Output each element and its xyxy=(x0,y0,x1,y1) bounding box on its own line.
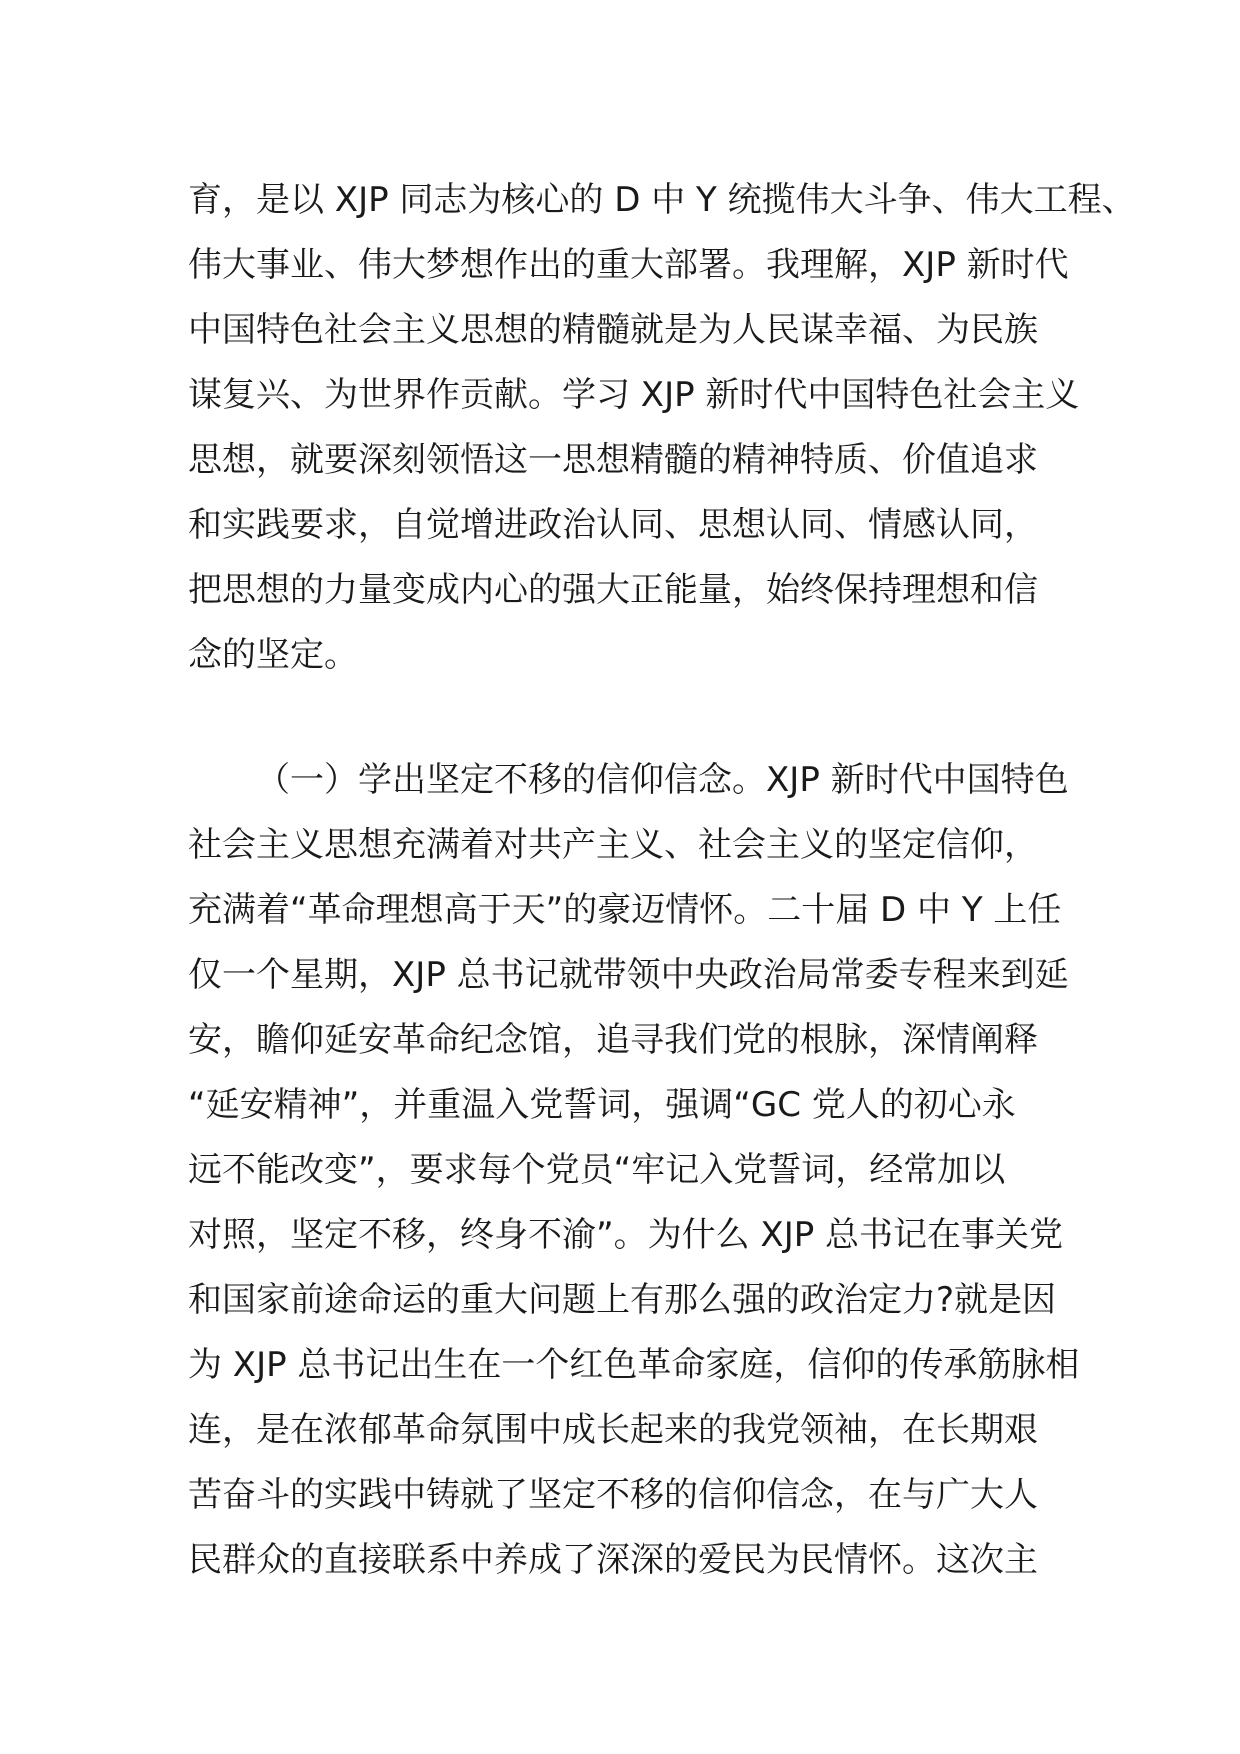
text-line: 谋复兴、为世界作贡献。学习 XJP 新时代中国特色社会主义 xyxy=(188,375,1080,415)
text-line: 连，是在浓郁革命氛围中成长起来的我党领袖，在长期艰 xyxy=(188,1410,1038,1450)
section-heading-line: （一）学出坚定不移的信仰信念。XJP 新时代中国特色 xyxy=(256,760,1069,800)
text-line: 伟大事业、伟大梦想作出的重大部署。我理解，XJP 新时代 xyxy=(188,245,1069,285)
text-line: 念的坚定。 xyxy=(188,635,358,675)
text-line: 仅一个星期，XJP 总书记就带领中央政治局常委专程来到延 xyxy=(188,955,1069,995)
text-line: 对照，坚定不移，终身不渝”。为什么 XJP 总书记在事关党 xyxy=(188,1215,1064,1255)
paragraph-continuation xyxy=(188,168,1136,688)
text-line: 安，瞻仰延安革命纪念馆，追寻我们党的根脉，深情阐释 xyxy=(188,1020,1038,1060)
paragraph-section-one xyxy=(188,748,1080,1593)
text-line: 思想，就要深刻领悟这一思想精髓的精神特质、价值追求 xyxy=(188,440,1038,480)
text-line: 把思想的力量变成内心的强大正能量，始终保持理想和信 xyxy=(188,570,1038,610)
text-line: 中国特色社会主义思想的精髓就是为人民谋幸福、为民族 xyxy=(188,310,1038,350)
text-line: 和国家前途命运的重大问题上有那么强的政治定力?就是因 xyxy=(188,1280,1057,1320)
text-line: 苦奋斗的实践中铸就了坚定不移的信仰信念，在与广大人 xyxy=(188,1475,1038,1515)
text-line: 和实践要求，自觉增进政治认同、思想认同、情感认同， xyxy=(188,505,1038,545)
text-line: 民群众的直接联系中养成了深深的爱民为民情怀。这次主 xyxy=(188,1540,1038,1580)
text-line: 为 XJP 总书记出生在一个红色革命家庭，信仰的传承筋脉相 xyxy=(188,1345,1080,1385)
text-line: 远不能改变”，要求每个党员“牢记入党誓词，经常加以 xyxy=(188,1150,1006,1190)
text-line: “延安精神”，并重温入党誓词，强调“GC 党人的初心永 xyxy=(188,1085,1016,1125)
text-line: 充满着“革命理想高于天”的豪迈情怀。二十届 D 中 Y 上任 xyxy=(188,890,1062,930)
text-line: 社会主义思想充满着对共产主义、社会主义的坚定信仰， xyxy=(188,825,1038,865)
text-line: 育，是以 XJP 同志为核心的 D 中 Y 统揽伟大斗争、伟大工程、 xyxy=(188,180,1136,220)
